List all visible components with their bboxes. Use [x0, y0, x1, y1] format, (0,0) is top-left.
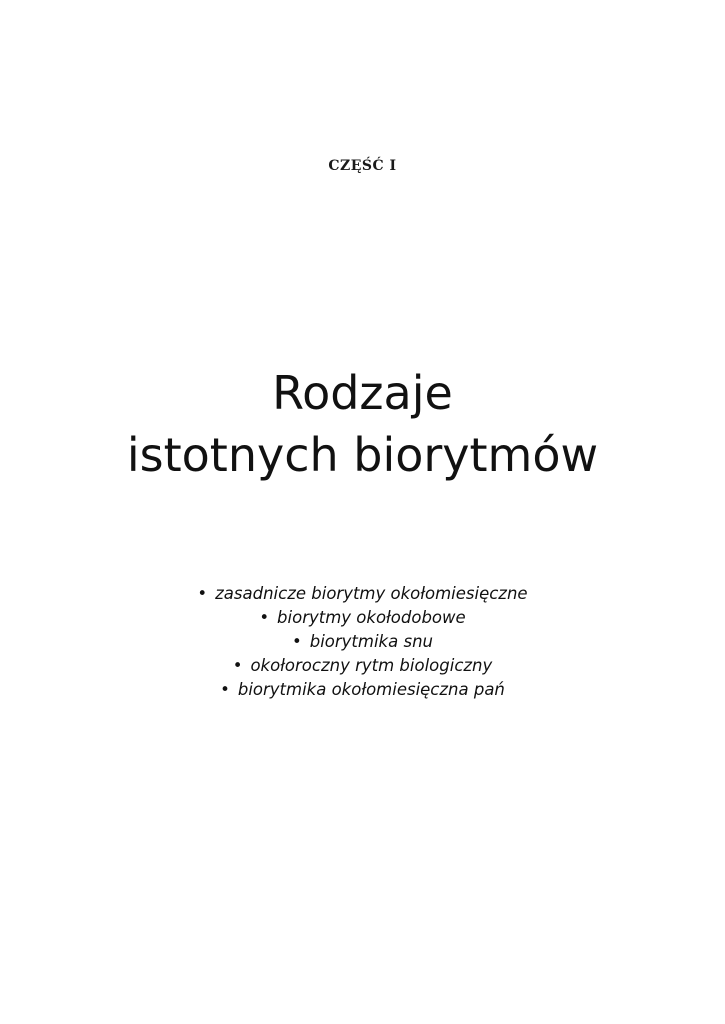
- bullet-icon: •: [197, 584, 208, 603]
- topic-item: [0, 630, 725, 654]
- topic-list: [0, 582, 725, 702]
- topic-text: okołoroczny rytm biologiczny: [250, 656, 493, 675]
- bullet-icon: •: [220, 680, 230, 699]
- bullet-icon: •: [232, 656, 243, 675]
- topic-text: biorytmika okołomiesięczna pań: [237, 680, 505, 699]
- topic-item: [0, 582, 725, 606]
- topic-item: [0, 654, 725, 678]
- topic-text: biorytmy okołodobowe: [277, 608, 466, 627]
- topic-item: [0, 606, 725, 630]
- part-label: CZĘŚĆ I: [328, 158, 397, 174]
- part-title: [0, 362, 725, 486]
- bullet-icon: •: [259, 608, 270, 627]
- part-title-line-1: Rodzaje: [272, 366, 453, 420]
- topic-text: biorytmika snu: [309, 632, 433, 651]
- bullet-icon: •: [292, 632, 302, 651]
- topic-text: zasadnicze biorytmy okołomiesięczne: [215, 584, 528, 603]
- part-title-line-2: istotnych biorytmów: [126, 428, 599, 482]
- topic-item: [0, 678, 725, 702]
